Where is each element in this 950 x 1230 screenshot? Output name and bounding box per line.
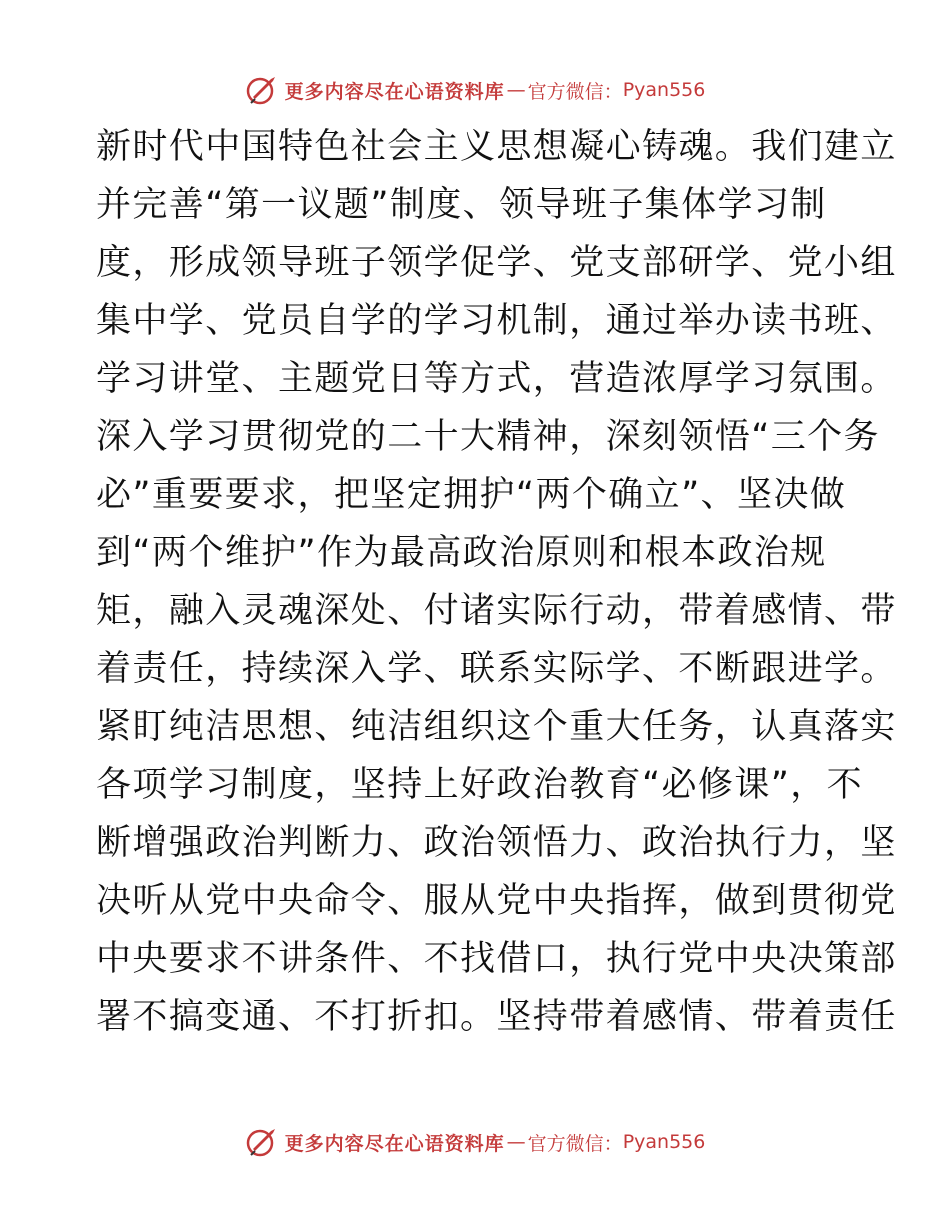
body-line: 各项学习制度，坚持上好政治教育“必修课”，不 [96, 765, 864, 805]
body-line: 新时代中国特色社会主义思想凝心铸魂。我们建立 [96, 127, 897, 167]
body-line: 断增强政治判断力、政治领悟力、政治执行力，坚 [96, 823, 897, 863]
body-line: 署不搞变通、不打折扣。坚持带着感情、带着责任 [96, 997, 897, 1037]
footer-contact-id: Pyan556 [622, 1131, 706, 1153]
body-line: 学习讲堂、主题党日等方式，营造浓厚学习氛围。 [96, 359, 897, 399]
body-line: 并完善“第一议题”制度、领导班子集体学习制 [96, 185, 827, 225]
header-separator: — [506, 79, 526, 101]
header-banner [0, 70, 950, 110]
body-line: 决听从党中央命令、服从党中央指挥，做到贯彻党 [96, 881, 897, 921]
body-line: 必”重要要求，把坚定拥护“两个确立”、坚决做 [96, 475, 847, 515]
body-line: 矩，融入灵魂深处、付诸实际行动，带着感情、带 [96, 591, 897, 631]
body-line: 深入学习贯彻党的二十大精神，深刻领悟“三个务 [96, 417, 880, 457]
header-contact-label: 官方微信： [527, 80, 623, 103]
document-body [96, 118, 897, 1046]
body-line: 紧盯纯洁思想、纯洁组织这个重大任务，认真落实 [96, 707, 897, 747]
body-line: 集中学、党员自学的学习机制，通过举办读书班、 [96, 301, 897, 341]
footer-separator: — [506, 1131, 526, 1153]
header-contact-id: Pyan556 [622, 79, 706, 101]
body-line: 着责任，持续深入学、联系实际学、不断跟进学。 [96, 649, 897, 689]
body-line: 度，形成领导班子领学促学、党支部研学、党小组 [96, 243, 897, 283]
header-brand: 更多内容尽在心语资料库 [284, 80, 505, 103]
body-line: 中央要求不讲条件、不找借口，执行党中央决策部 [96, 939, 897, 979]
footer-banner [0, 1122, 950, 1162]
feather-pen-logo-icon [245, 1125, 279, 1159]
footer-contact-label: 官方微信： [527, 1132, 623, 1155]
feather-pen-logo-icon [245, 73, 279, 107]
body-line: 到“两个维护”作为最高政治原则和根本政治规 [96, 533, 827, 573]
footer-brand: 更多内容尽在心语资料库 [284, 1132, 505, 1155]
